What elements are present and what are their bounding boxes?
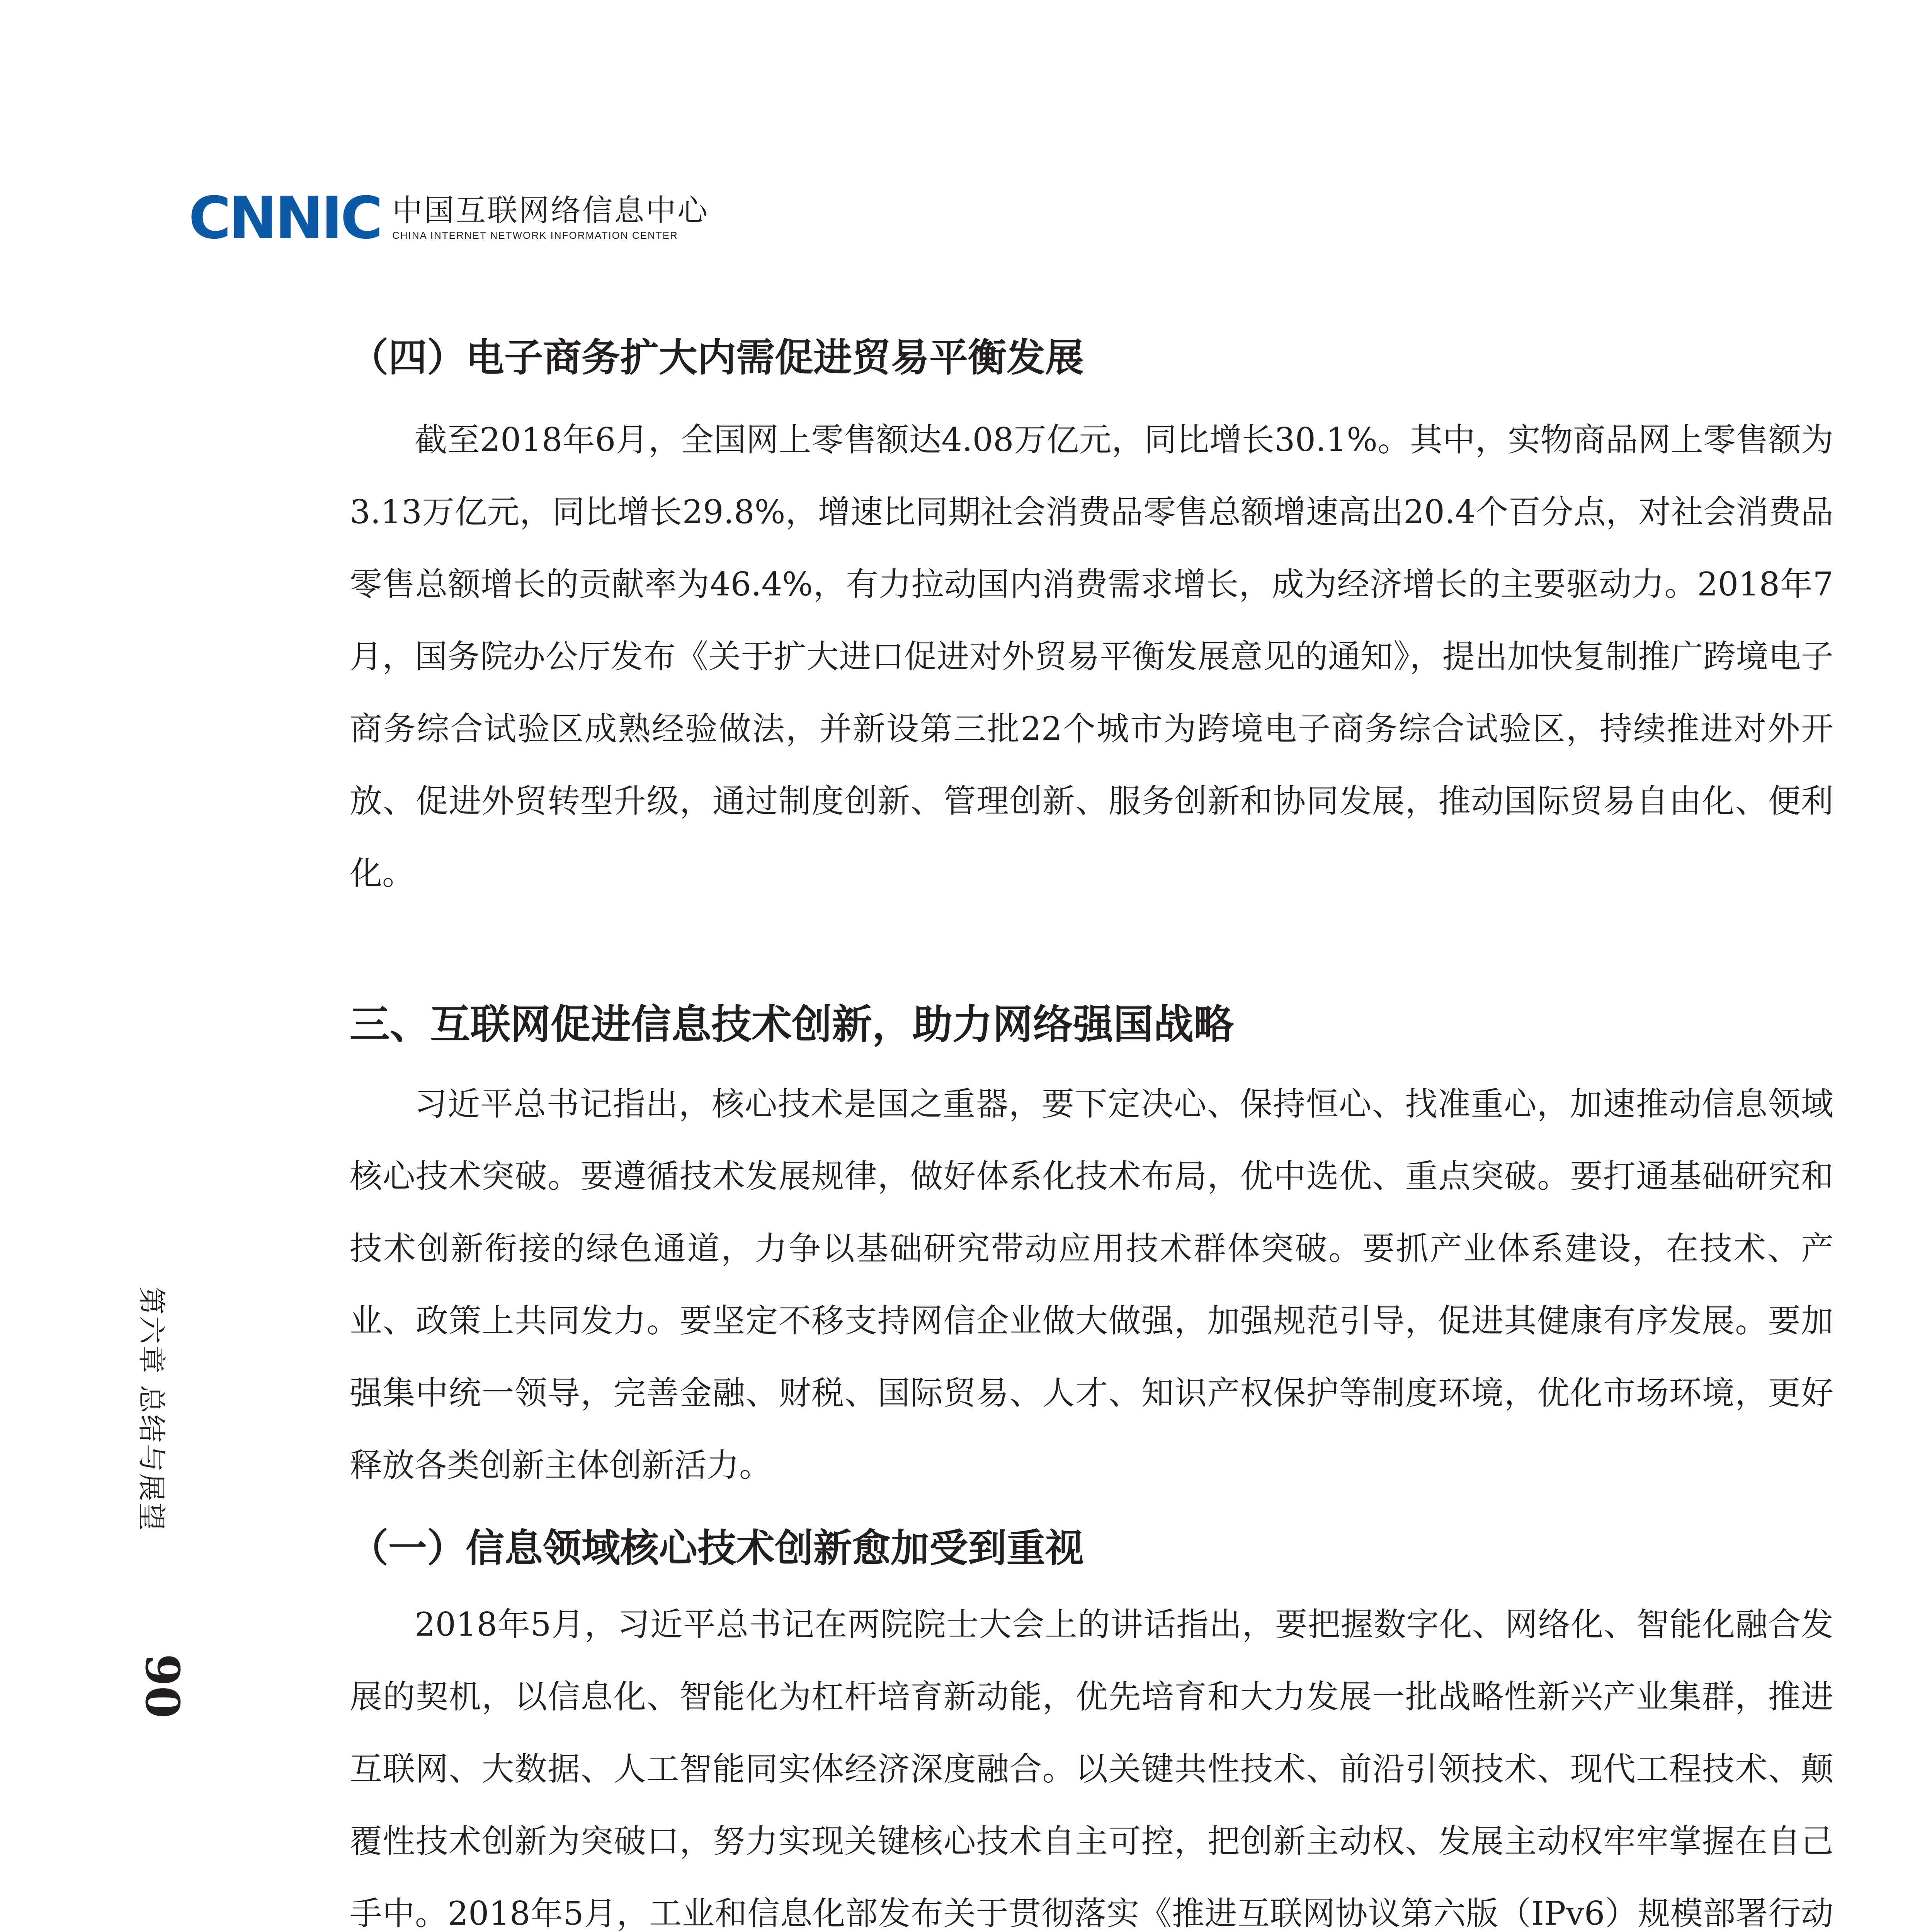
- subsection-heading-4: （四）电子商务扩大内需促进贸易平衡发展: [350, 335, 1084, 380]
- chapter-label: 第六章 总结与展望: [135, 1287, 168, 1532]
- logo-text: [392, 195, 709, 242]
- paragraph-ecommerce: 截至2018年6月，全国网上零售额达4.08万亿元，同比增长30.1%。其中，实物商品网上零售额为3.13万亿元，同比增长29.8%，增速比同期社会消费品零售总额增速高出20.4个百分点，对社会消费品零售总额增长的贡献率为46.4%，有力拉动国内消费需求增长，成为经济增长的主要驱动力。2018年7月，国务院办公厅发布《关于扩大进口促进对外贸易平衡发展意见的通知》，提出加快复制推广跨境电子商务综合试验区成熟经验做法，并新设第三批22个城市为跨境电子商务综合试验区，持续推进对外开放、促进外贸转型升级，通过制度创新、管理创新、服务创新和协同发展，推动国际贸易自由化、便利化。: [350, 421, 1833, 892]
- main-content: [350, 332, 1833, 1932]
- subsection-heading-1: （一）信息领域核心技术创新愈加受到重视: [350, 1525, 1084, 1571]
- logo-mark: CNNIC: [189, 185, 381, 252]
- cnnic-logo: [189, 185, 709, 252]
- paragraph-ipv6: 2018年5月，习近平总书记在两院院士大会上的讲话指出，要把握数字化、网络化、智能化融合发展的契机，以信息化、智能化为杠杆培育新动能，优先培育和大力发展一批战略性新兴产业集群，推进互联网、大数据、人工智能同实体经济深度融合。以关键共性技术、前沿引领技术、现代工程技术、颠覆性技术创新为突破口，努力实现关键核心技术自主可控，把创新主动权、发展主动权牢牢掌握在自己手中。2018年5月，工业和信息化部发布关于贯彻落实《推进互联网协议第六版（IPv6）规模部署行动: [350, 1605, 1833, 1932]
- side-margin: [104, 1287, 189, 1718]
- page-number: 90: [135, 1654, 189, 1718]
- paragraph-core-tech: 习近平总书记指出，核心技术是国之重器，要下定决心、保持恒心、找准重心，加速推动信息领域核心技术突破。要遵循技术发展规律，做好体系化技术布局，优中选优、重点突破。要打通基础研究和技术创新衔接的绿色通道，力争以基础研究带动应用技术群体突破。要抓产业体系建设，在技术、产业、政策上共同发力。要坚定不移支持网信企业做大做强，加强规范引导，促进其健康有序发展。要加强集中统一领导，完善金融、财税、国际贸易、人才、知识产权保护等制度环境，优化市场环境，更好释放各类创新主体创新活力。: [350, 1085, 1833, 1485]
- section-heading-3: 三、互联网促进信息技术创新，助力网络强国战略: [350, 1001, 1234, 1048]
- logo-chinese-name: 中国互联网络信息中心: [392, 193, 709, 228]
- logo-english-name: CHINA INTERNET NETWORK INFORMATION CENTER: [392, 230, 678, 242]
